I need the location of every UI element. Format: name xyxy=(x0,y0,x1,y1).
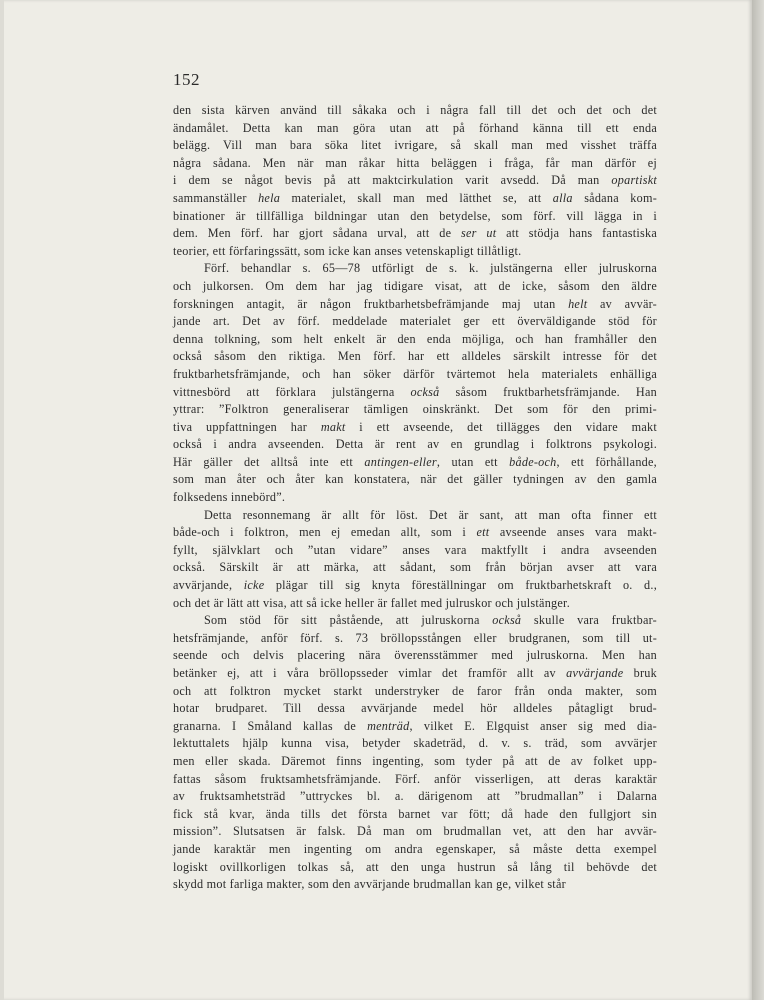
text-line: hotar brudparet. Till dessa avvärjande medel hör alldeles påtagligt brud- xyxy=(173,701,657,716)
text-line: den sista kärven använd till såkaka och i några fall till det och det och det xyxy=(173,103,657,117)
text-line: binationer är tillfälliga bildningar utan den betydelse, som förf. vill lägga in i xyxy=(173,208,657,223)
text-line: fick stå kvar, ända tills det första barnet var fött; då hade den fullgjort sin xyxy=(173,806,657,821)
text-line: seende och delvis placering nära överensstämmer med julruskorna. Men han xyxy=(173,648,657,663)
text-line: betänker ej, att i våra bröllopsseder vimlar det framför allt av avvärjande bruk xyxy=(173,666,657,680)
text-line: både-och i folktron, men ej emedan allt, som i ett avseende anses vara makt- xyxy=(173,525,657,540)
text-line: Förf. behandlar s. 65—78 utförligt de s. k. julstängerna eller julruskorna xyxy=(204,261,657,276)
text-line: som man åter och åter kan konstatera, när det gäller tydningen av den gamla xyxy=(173,472,657,487)
text-line: men eller skada. Däremot finns ingenting, som tyder på att de av folket upp- xyxy=(173,753,657,768)
text-line: logiskt ovillkorligen tolkas så, att den unga hustrun så lång til behövde det xyxy=(173,859,657,874)
text-line: sammanställer hela materialet, skall man med lätthet se, att alla sådana kom- xyxy=(173,190,657,205)
text-line: ändamålet. Detta kan man göra utan att på förhand känna till ett enda xyxy=(173,120,657,135)
text-line: av fruktsamhetsträd ”uttryckes bl. a. därigenom att ”brudmallan” i Dalarna xyxy=(173,789,657,804)
page-right-edge xyxy=(752,0,764,1000)
text-line: också i andra avseenden. Detta är rent av en grundlag i folktrons psykologi. xyxy=(173,437,657,452)
text-line: Detta resonnemang är allt för löst. Det är sant, att man ofta finner ett xyxy=(204,507,657,522)
text-line: också såsom den riktiga. Men förf. har ett alldeles särskilt intresse för det xyxy=(173,349,657,364)
text-line: och julkorsen. Om dem har jag tidigare visat, att de icke, såsom den äldre xyxy=(173,278,657,293)
text-line: folksedens innebörd”. xyxy=(173,490,286,505)
text-line: lektuttalets hjälp kunna visa, betyder skadeträd, d. v. s. träd, som avvärjer xyxy=(173,736,657,751)
text-line: dem. Men förf. har gjort sådana urval, att de ser ut att stödja hans fantastiska xyxy=(173,226,657,241)
text-line: och det är lätt att visa, att så icke heller är fallet med julruskor och julstänger. xyxy=(173,595,570,610)
text-line: forskningen antagit, är någon fruktbarhetsbefrämjande maj utan helt av avvär- xyxy=(173,296,657,311)
text-line: fruktbarhetsfrämjande, och han söker därför tvärtemot hela materialets enhälliga xyxy=(173,366,657,381)
text-line: belägg. Vill man bara söka litet ivrigare, så skall man med visshet träffa xyxy=(173,138,657,153)
text-line: avvärjande, icke plägar till sig knyta föreställningar om fruktbarhetskraft o. d., xyxy=(173,578,657,593)
text-line: vittnesbörd att förklara julstängerna också såsom fruktbarhetsfrämjande. Han xyxy=(173,384,657,399)
text-line: yttrar: ”Folktron generaliserar tämligen oinskränkt. Det som för den primi- xyxy=(173,402,657,417)
text-line: och att folktron mycket starkt understryker de faror från onda makter, som xyxy=(173,683,657,698)
page-number: 152 xyxy=(173,70,200,89)
text-line: fyllt, självklart och ”utan vidare” anses vara maktfyllt i andra avseenden xyxy=(173,542,657,557)
text-line: jande karaktär men ingenting om andra egenskaper, så måste detta exempel xyxy=(173,841,657,856)
text-line: denna tolkning, som helt enkelt är den enda möjliga, och han framhåller den xyxy=(173,331,657,346)
text-line: granarna. I Småland kallas de menträd, vilket E. Elgquist anser sig med dia- xyxy=(173,718,657,733)
text-line: teorier, ett förfaringssätt, som icke kan anses vetenskapligt tillåtligt. xyxy=(173,243,522,258)
text-line: tiva uppfattningen har makt i ett avseende, det tillägges den vidare makt xyxy=(173,419,657,434)
text-line: skydd mot farliga makter, som den avvärjande brudmallan kan ge, vilket står xyxy=(173,877,566,892)
body-text xyxy=(173,102,657,894)
text-line: mission”. Slutsatsen är falsk. Då man om brudmallan vet, att den har avvär- xyxy=(173,824,657,839)
text-line: Här gäller det alltså inte ett antingen-eller, utan ett både-och, ett förhållande, xyxy=(173,454,657,469)
text-line: hetsfrämjande, anför förf. s. 73 bröllopsstången eller brudgranen, som till ut- xyxy=(173,630,657,645)
text-line: i dem se något bevis på att maktcirkulation varit avsedd. Då man opartiskt xyxy=(173,173,657,188)
text-line: också. Särskilt är att märka, att sådant, som från början avser att vara xyxy=(173,560,657,575)
text-line: fattas såsom fruktsamhetsfrämjande. Förf. anför visserligen, att deras karaktär xyxy=(173,771,657,786)
text-line: några sådana. Men när man råkar hitta beläggen i fråga, får man därför ej xyxy=(173,155,657,170)
text-line: jande art. Det av förf. meddelade materialet ger ett överväldigande stöd för xyxy=(173,314,657,329)
text-line: Som stöd för sitt påstående, att julruskorna också skulle vara fruktbar- xyxy=(204,613,657,628)
page-left-edge xyxy=(0,0,4,1000)
